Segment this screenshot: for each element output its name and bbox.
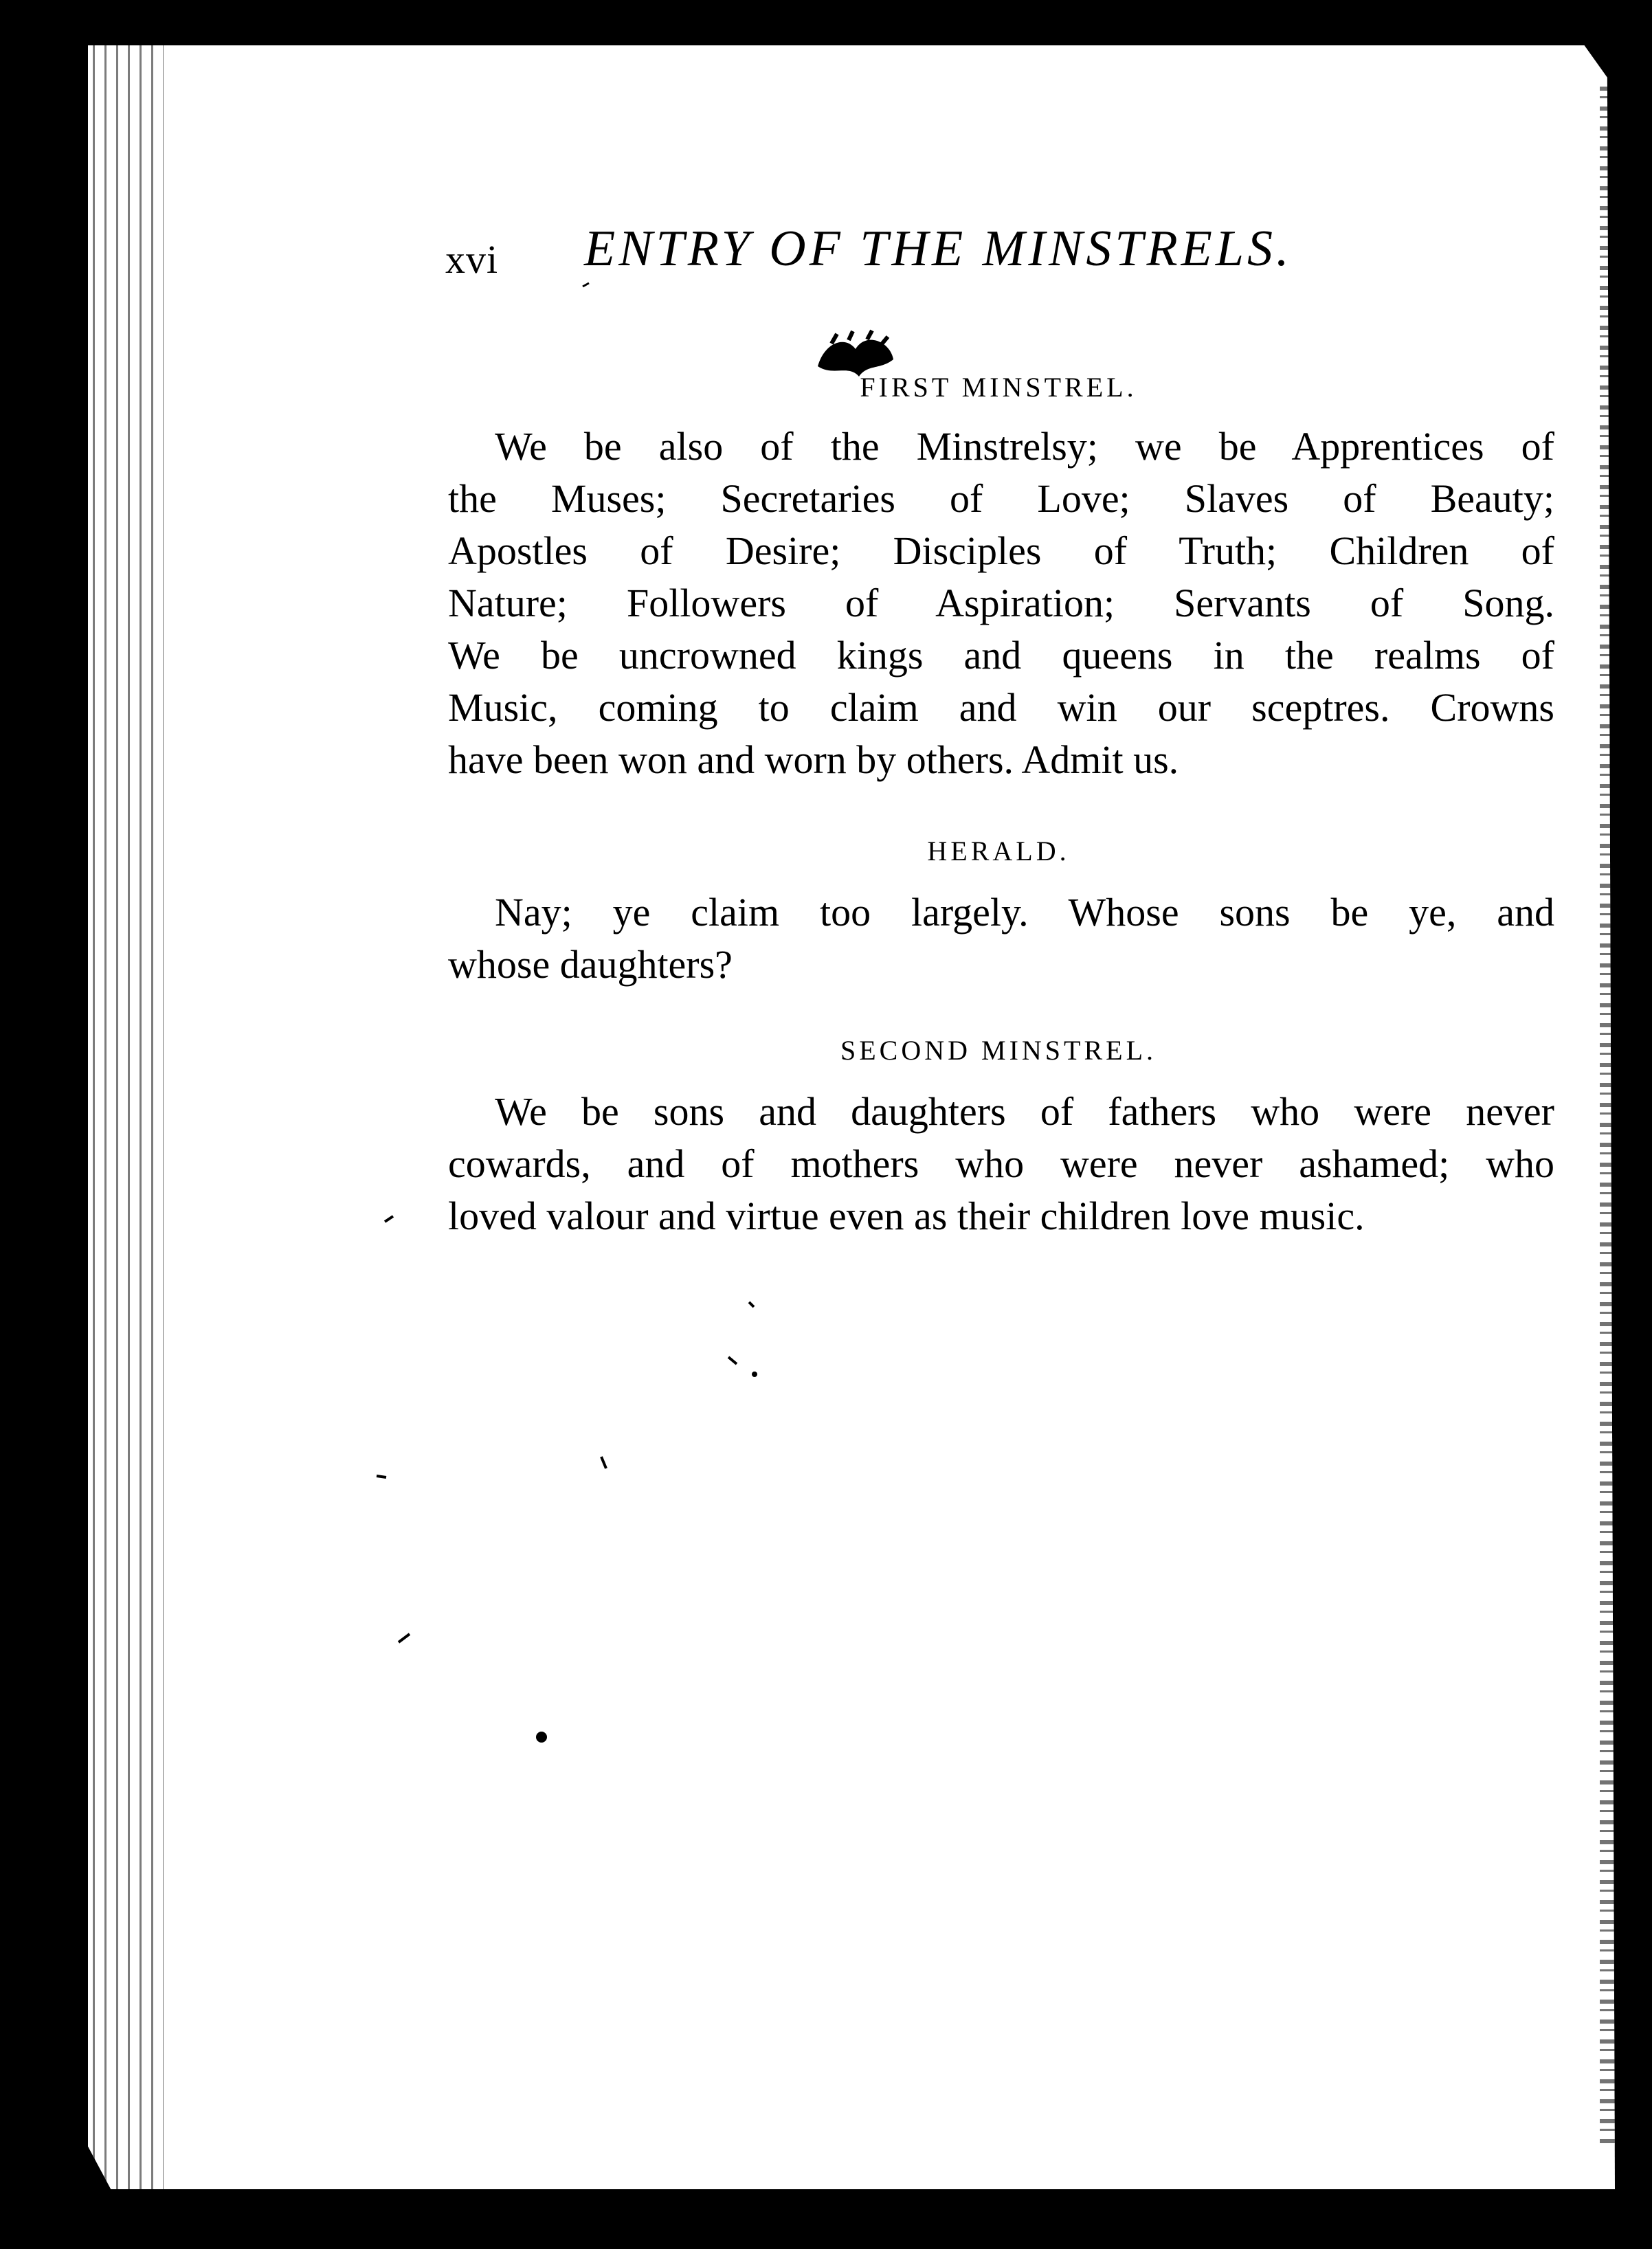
text-line: Nay; ye claim too largely. Whose sons be ye, and xyxy=(495,890,1554,935)
text-line: Apostles of Desire; Disciples of Truth; Children of xyxy=(448,528,1554,573)
speech-second-minstrel xyxy=(448,1086,1554,1242)
text-line: the Muses; Secretaries of Love; Slaves of Beauty; xyxy=(448,476,1554,521)
text-line: We be sons and daughters of fathers who were never xyxy=(495,1089,1554,1134)
speaker-first-minstrel: FIRST MINSTREL. xyxy=(860,372,1137,403)
text-line: loved valour and virtue even as their children love music. xyxy=(448,1194,1365,1238)
text-line: We be also of the Minstrelsy; we be Apprentices of xyxy=(495,424,1554,469)
text-line: Nature; Followers of Aspiration; Servants of Song. xyxy=(448,581,1554,625)
running-head: ENTRY OF THE MINSTRELS. xyxy=(584,221,1293,277)
speech-herald xyxy=(448,886,1554,991)
speaker-second-minstrel: SECOND MINSTREL. xyxy=(840,1035,1157,1066)
page-edge-texture xyxy=(1600,87,1615,2145)
text-line: have been won and worn by others. Admit us. xyxy=(448,737,1179,782)
text-line: whose daughters? xyxy=(448,942,733,987)
page-header xyxy=(357,206,1457,309)
page-gutter-shadow xyxy=(88,45,164,2189)
page-number: xvi xyxy=(445,237,499,282)
text-line: Music, coming to claim and win our sceptres. Crowns xyxy=(448,685,1554,730)
speech-first-minstrel xyxy=(448,421,1554,786)
speaker-herald: HERALD. xyxy=(927,836,1070,866)
text-line: We be uncrowned kings and queens in the realms of xyxy=(448,633,1554,678)
text-line: cowards, and of mothers who were never ashamed; who xyxy=(448,1141,1554,1186)
